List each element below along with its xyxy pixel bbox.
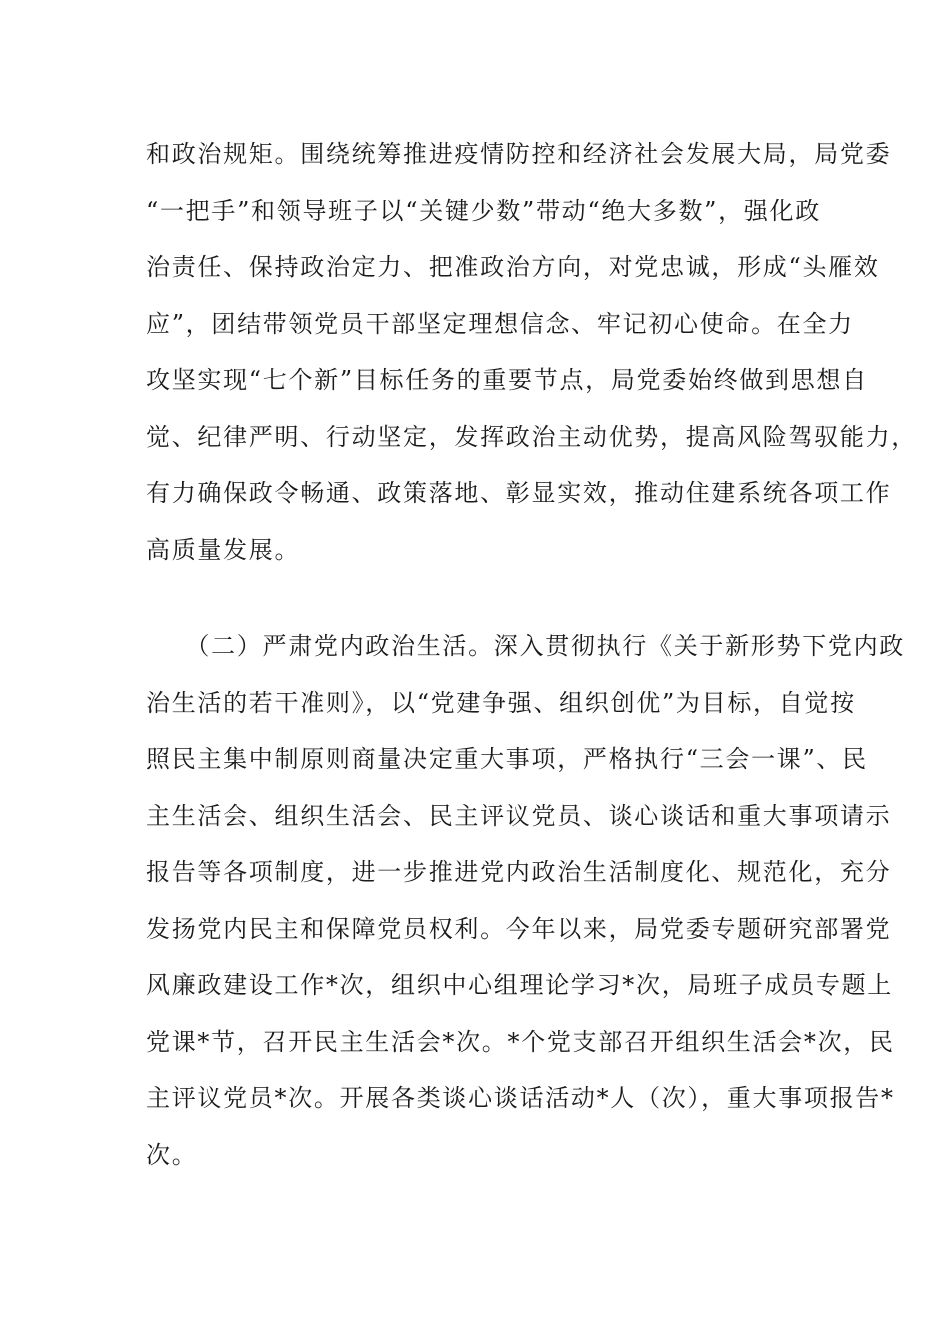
text-line: 主评议党员*次。开展各类谈心谈话活动*人（次），重大事项报告* [146,1084,895,1112]
text-line: （二）严肃党内政治生活。深入贯彻执行《关于新形势下党内政 [146,632,905,660]
text-line: 照民主集中制原则商量决定重大事项，严格执行“三会一课”、民 [146,745,868,773]
text-line: 和政治规矩。围绕统筹推进疫情防控和经济社会发展大局，局党委 [146,140,892,168]
text-line: 风廉政建设工作*次，组织中心组理论学习*次，局班子成员专题上 [146,971,893,999]
paragraph-political-rules [146,132,917,584]
text-line: 觉、纪律严明、行动坚定，发挥政治主动优势，提高风险驾驭能力， [146,422,917,451]
document-body [146,132,917,1189]
text-line: 治生活的若干准则》，以“党建争强、组织创优”为目标，自觉按 [146,688,856,717]
text-line: 次。 [146,1140,198,1169]
text-line: 党课*节，召开民主生活会*次。*个党支部召开组织生活会*次，民 [146,1027,895,1056]
text-line: 攻坚实现“七个新”目标任务的重要节点，局党委始终做到思想自 [146,366,868,394]
paragraph-spacer [146,584,816,624]
paragraph-party-political-life [146,624,905,1189]
text-line: 发扬党内民主和保障党员权利。今年以来，局党委专题研究部署党 [146,914,892,943]
text-line: 高质量发展。 [146,535,301,564]
text-line: 主生活会、组织生活会、民主评议党员、谈心谈话和重大事项请示 [146,801,892,830]
text-line: 有力确保政令畅通、政策落地、彰显实效，推动住建系统各项工作 [146,479,892,507]
text-line: 治责任、保持政治定力、把准政治方向，对党忠诚，形成“头雁效 [146,253,880,281]
text-line: “一把手”和领导班子以“关键少数”带动“绝大多数”，强化政 [146,196,821,225]
text-line: 应”，团结带领党员干部坚定理想信念、牢记初心使命。在全力 [146,309,854,338]
text-line: 报告等各项制度，进一步推进党内政治生活制度化、规范化，充分 [146,858,892,886]
